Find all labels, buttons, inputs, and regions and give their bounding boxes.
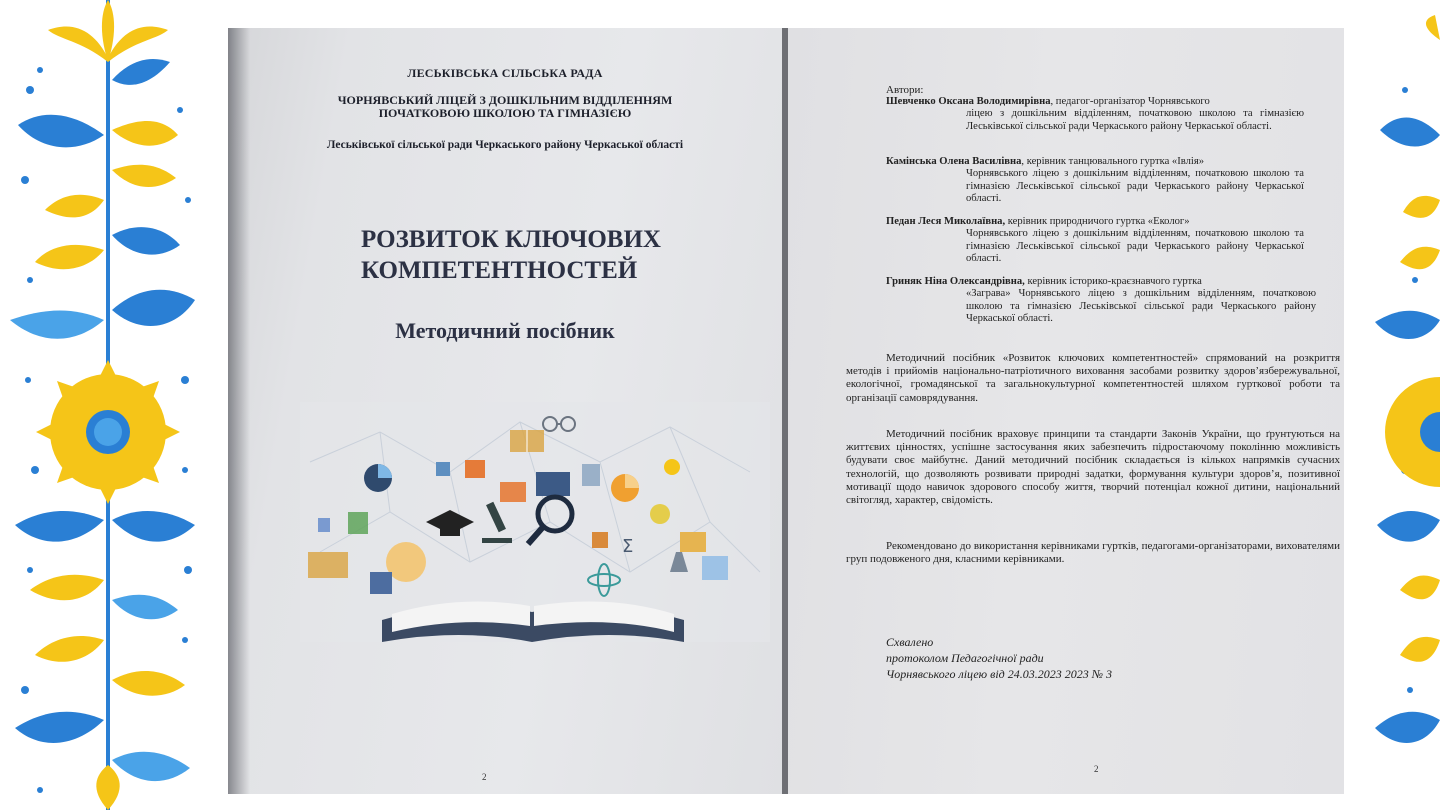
svg-text:Σ: Σ: [622, 536, 634, 557]
yellow-flower-ornament: [48, 0, 168, 62]
sunflower-ornament: [36, 360, 180, 504]
author-entry: Камінська Олена Василівна, керівник танцювального гуртка «Івлія» Чорнявського ліцею з дошкільним відділенням, початковою школою та гімназією Леськівської сільської ради Черкаського району Черкаської області.: [886, 156, 1304, 205]
authors-page: [788, 28, 1344, 794]
book-small-icon: [510, 430, 544, 452]
school-name-line1: ЧОРНЯВСЬКИЙ ЛІЦЕЙ З ДОШКІЛЬНИМ ВІДДІЛЕННЯМ: [337, 93, 673, 107]
recommendation-paragraph: Рекомендовано до використання керівниками гуртків, педагогами-організаторами, вихователями груп подовженого дня, класними керівниками.: [846, 540, 1340, 566]
author-name: Шевченко Оксана Володимирівна: [886, 96, 1051, 107]
cover-page: [228, 28, 782, 794]
title-line2: КОМПЕТЕНТНОСТЕЙ: [361, 257, 638, 284]
calculator-icon: [702, 556, 728, 580]
page-number: 2: [482, 772, 487, 782]
approval-line: Чорнявського ліцею від 24.03.2023 2023 № 3: [886, 667, 1113, 681]
author-name: Камінська Олена Василівна: [886, 156, 1022, 167]
document-subtitle: Методичний посібник: [395, 318, 615, 343]
left-ornament-border: [0, 0, 205, 810]
title-line1: РОЗВИТОК КЛЮЧОВИХ: [361, 226, 661, 253]
document-title: [361, 224, 761, 286]
description-paragraph: Методичний посібник «Розвиток ключових компетентностей» спрямований на розкриття методів і прийомів національно-патріотичного виховання засобами розвитку здоров’язбережувальної, екологічної, громадянської та загальнокультурної компетентностей шляхом гурткової роботи та організації самоврядування.: [846, 352, 1340, 404]
document-photo: [228, 28, 1344, 794]
page-number: 2: [1094, 764, 1099, 774]
author-entry: Гриняк Ніна Олександрівна, керівник історико-краєзнавчого гуртка «Заграва» Чорнявського ліцею з дошкільним відділенням, початковою школою та гімназією Леськівської сільської ради Черкаського району Черкаської області.: [886, 276, 1316, 325]
council-name: ЛЕСЬКІВСЬКА СІЛЬСЬКА РАДА: [407, 66, 603, 80]
description-paragraph: Методичний посібник враховує принципи та стандарти Законів України, що ґрунтуються на життєвих цінностях, успішне застосування яких забезпечить підростаючому поколінню можливість будувати своє майбутнє. Даний методичний посібник складається із кількох напрямків сучасних технологій, що дозволяють розвивати природні задатки, формування культури здоров’я, позитивної мотивації щодо навичок здорового способу життя, творчий потенціал кожної дитини, національний світогляд, характер, свідомість.: [846, 428, 1340, 507]
approval-line: Схвалено: [886, 635, 934, 649]
school-name: [228, 94, 782, 120]
authors-heading: Автори:: [886, 84, 924, 96]
education-illustration: [300, 402, 770, 642]
approval-block: [886, 634, 1112, 682]
chart-icon: [364, 464, 392, 492]
region-line: Леськівської сільської ради Черкаського району Черкаської області: [326, 139, 684, 151]
right-ornament-border: [1375, 0, 1440, 810]
approval-line: протоколом Педагогічної ради: [886, 651, 1044, 665]
author-entry: Шевченко Оксана Володимирівна, педагог-організатор Чорнявського ліцею з дошкільним відділенням, початковою школою та гімназією Леськівської сільської ради Черкаського району Черкаської області.: [886, 96, 1304, 132]
author-entry: Педан Леся Миколаївна, керівник природничого гуртка «Еколог» Чорнявського ліцею з дошкільним відділенням, початковою школою та гімназією Леськівської сільської ради Черкаського району Черкаської області.: [886, 216, 1304, 265]
author-name: Педан Леся Миколаївна,: [886, 216, 1006, 227]
author-name: Гриняк Ніна Олександрівна,: [886, 276, 1025, 287]
school-name-line2: ПОЧАТКОВОЮ ШКОЛОЮ ТА ГІМНАЗІЄЮ: [378, 106, 632, 120]
